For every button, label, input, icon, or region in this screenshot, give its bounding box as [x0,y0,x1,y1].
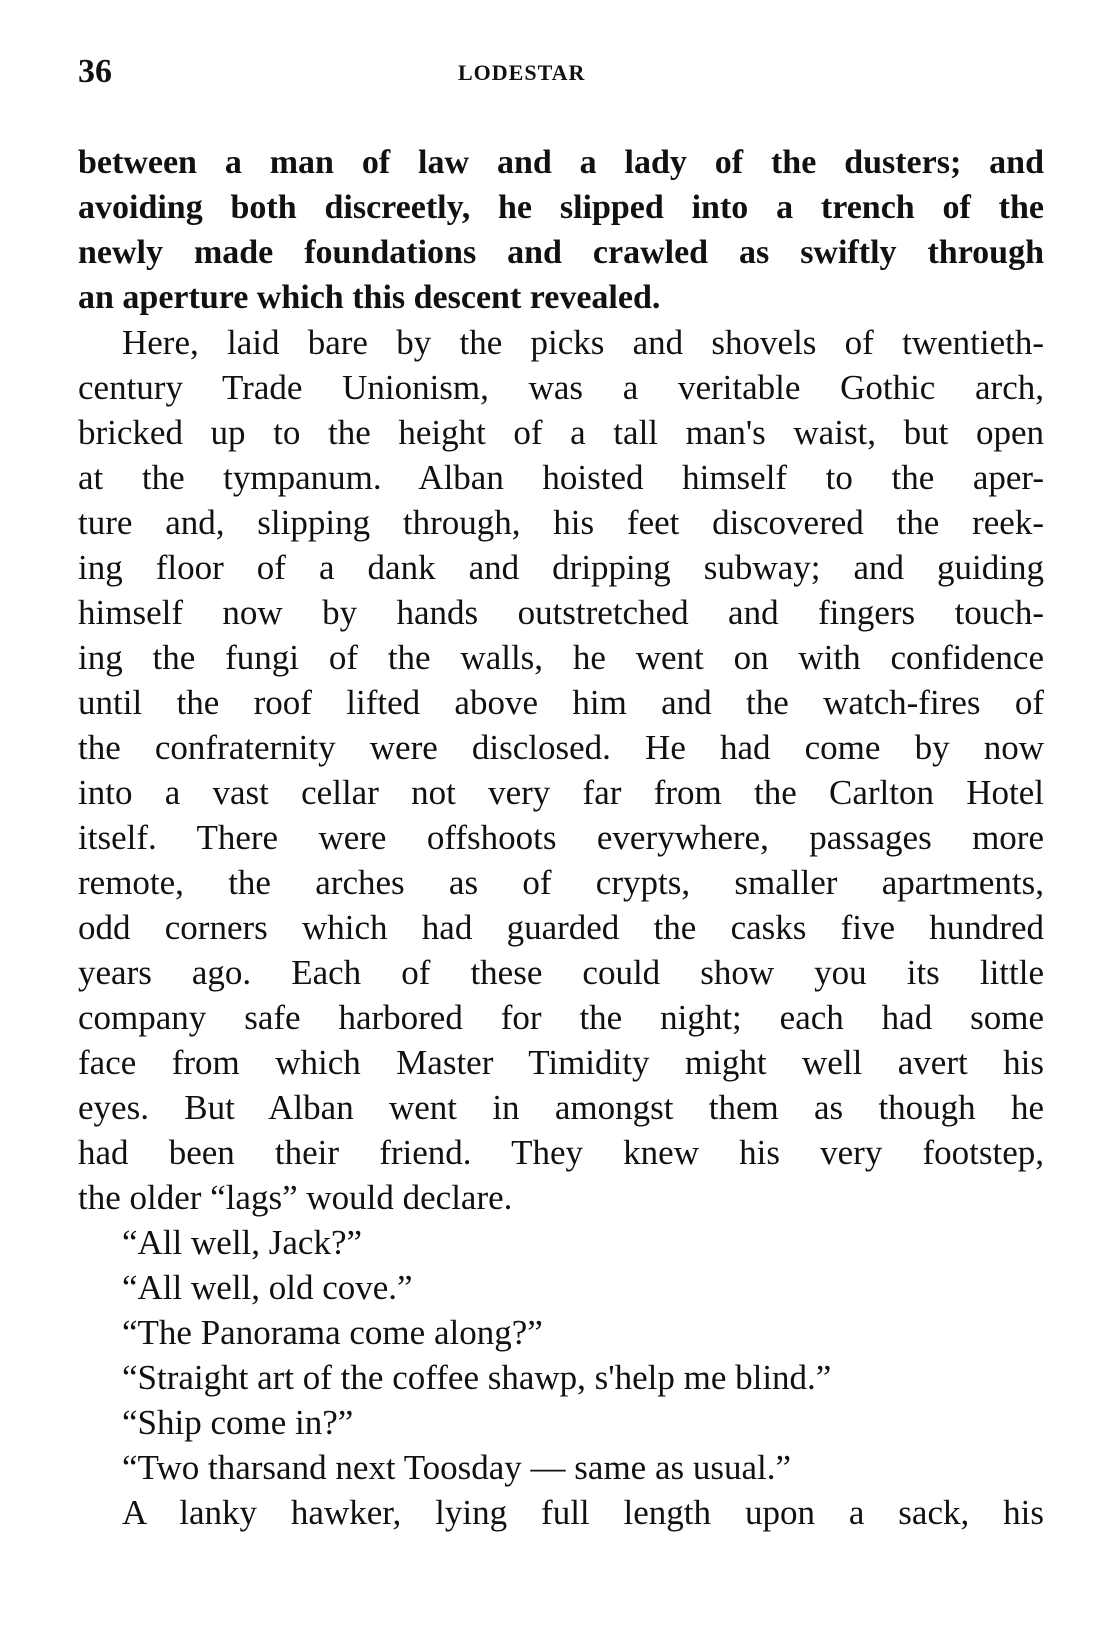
text-line: had been their friend. They knew his very footstep, [78,1133,1044,1172]
closing-paragraph [78,1490,1044,1535]
text-line: the confraternity were disclosed. He had come by now [78,728,1044,767]
text-line: Here, laid bare by the picks and shovels of twentieth- [122,323,1044,362]
text-line: between a man of law and a lady of the dusters; and [78,144,1044,181]
dialogue-block [78,1220,1044,1490]
text-line: until the roof lifted above him and the watch-fires of [78,683,1044,722]
text-line: itself. There were offshoots everywhere, passages more [78,818,1044,857]
text-line: ing the fungi of the walls, he went on with confidence [78,638,1044,677]
text-line: face from which Master Timidity might well avert his [78,1043,1044,1082]
dialogue-line: “Ship come in?” [122,1403,354,1442]
text-line: an aperture which this descent revealed. [78,279,661,316]
text-line: years ago. Each of these could show you its little [78,953,1044,992]
text-line: remote, the arches as of crypts, smaller apartments, [78,863,1044,902]
main-paragraph [78,320,1044,1220]
dialogue-line: “Two tharsand next Toosday — same as usual.” [122,1448,792,1487]
text-line: odd corners which had guarded the casks five hundred [78,908,1044,947]
body-text [78,140,1044,1535]
text-line: himself now by hands outstretched and fingers touch- [78,593,1044,632]
page-header [78,50,1038,100]
dialogue-line: “All well, Jack?” [122,1223,363,1262]
text-line: at the tympanum. Alban hoisted himself to the aper- [78,458,1044,497]
dialogue-line: “All well, old cove.” [122,1268,413,1307]
dialogue-line: “The Panorama come along?” [122,1313,543,1352]
text-line: A lanky hawker, lying full length upon a sack, his [122,1493,1044,1532]
text-line: newly made foundations and crawled as swiftly through [78,234,1044,271]
opening-paragraph [78,140,1044,320]
dialogue-line: “Straight art of the coffee shawp, s'help me blind.” [122,1358,832,1397]
text-line: ing floor of a dank and dripping subway; and guiding [78,548,1044,587]
text-line: into a vast cellar not very far from the Carlton Hotel [78,773,1044,812]
text-line: the older “lags” would declare. [78,1178,513,1217]
running-head: LODESTAR [458,60,586,85]
text-line: avoiding both discreetly, he slipped into a trench of the [78,189,1044,226]
text-line: eyes. But Alban went in amongst them as though he [78,1088,1044,1127]
text-line: company safe harbored for the night; each had some [78,998,1044,1037]
text-line: ture and, slipping through, his feet discovered the reek- [78,503,1044,542]
text-line: bricked up to the height of a tall man's waist, but open [78,413,1044,452]
text-line: century Trade Unionism, was a veritable Gothic arch, [78,368,1044,407]
page-number: 36 [78,53,112,90]
